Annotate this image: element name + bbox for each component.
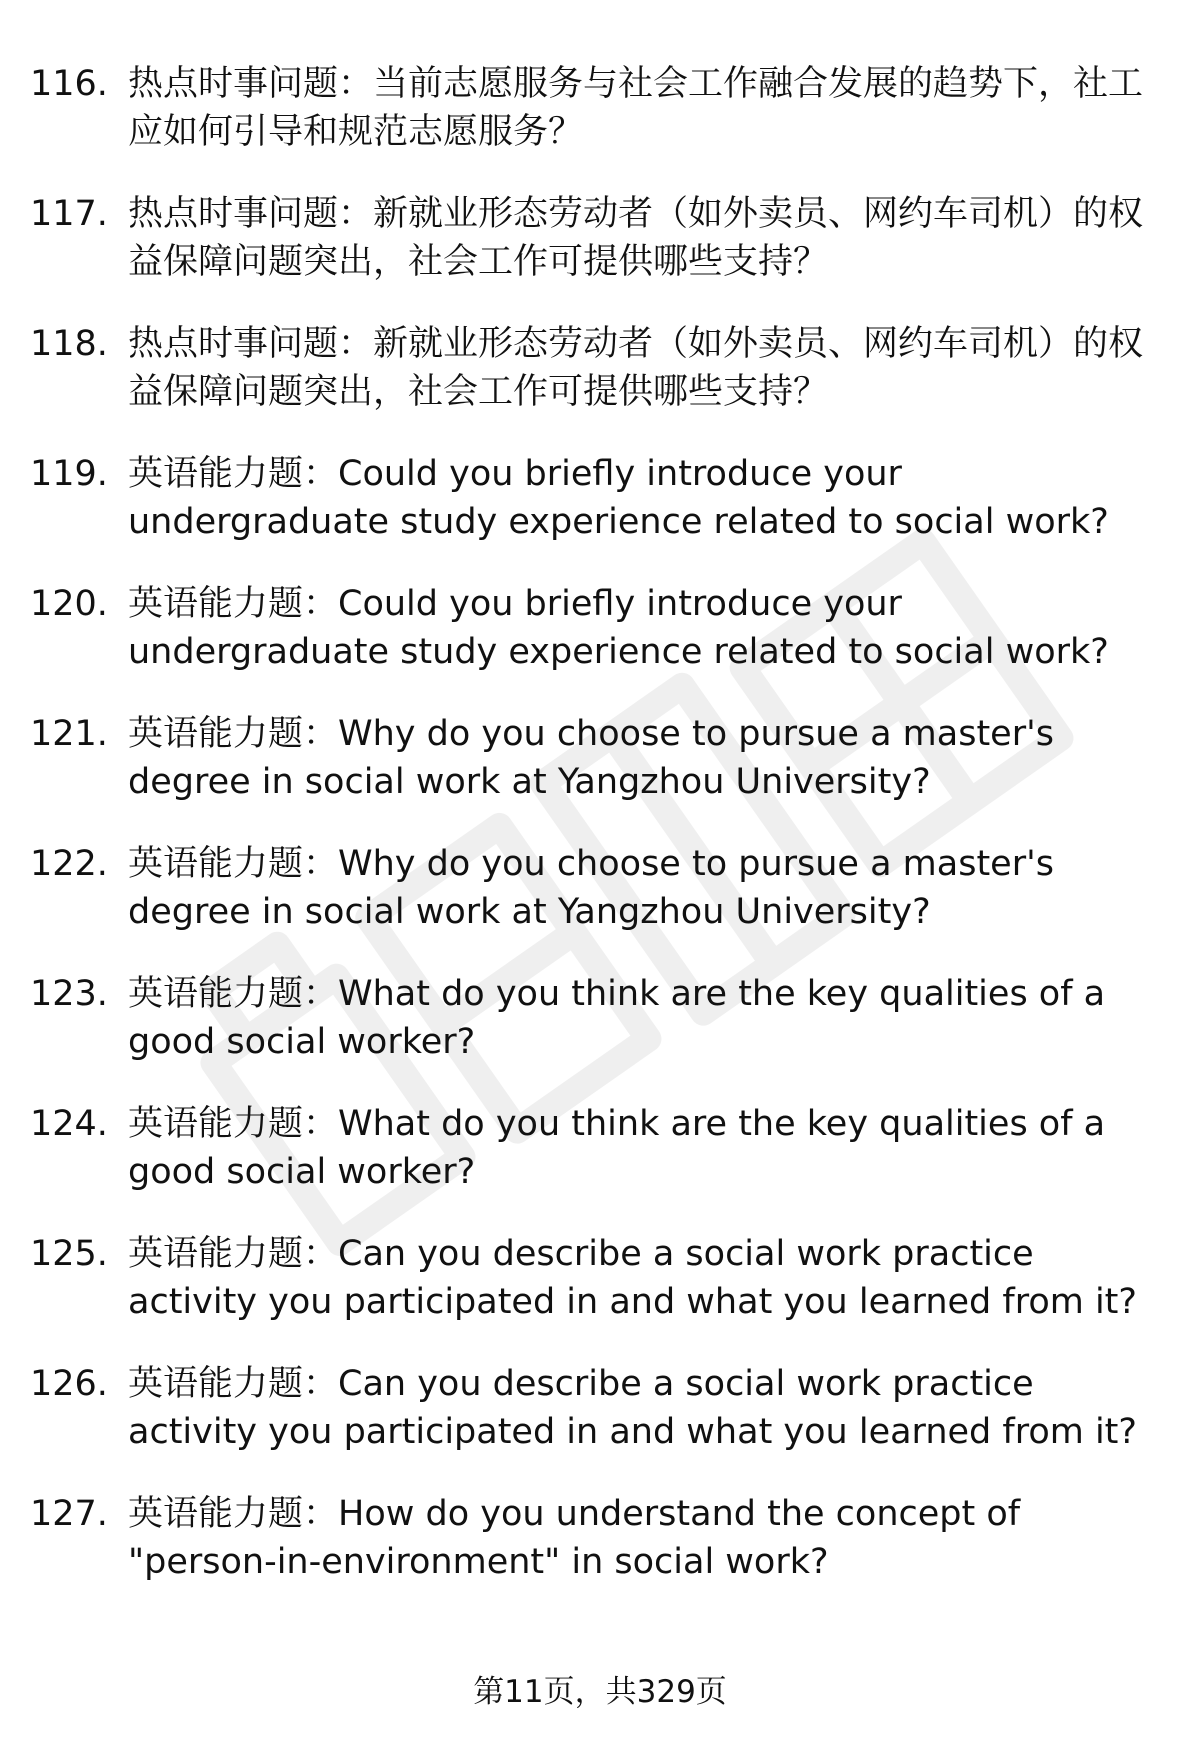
question-text: 英语能力题：Why do you choose to pursue a master's degree in social work at Yangzhou University? (128, 714, 1054, 802)
question-list (30, 60, 1170, 1620)
question-text: 英语能力题：What do you think are the key qualities of a good social worker? (128, 974, 1106, 1062)
list-item (30, 190, 1170, 286)
question-number: 123. (30, 974, 108, 1014)
question-text: 英语能力题：Can you describe a social work practice activity you participated in and what you learned from it? (128, 1234, 1137, 1322)
question-text: 英语能力题：Can you describe a social work practice activity you participated in and what you learned from it? (128, 1364, 1137, 1452)
question-number: 116. (30, 64, 108, 104)
question-number: 119. (30, 454, 108, 494)
page-indicator: 第11页，共329页 (473, 1674, 727, 1710)
question-number: 118. (30, 324, 108, 364)
list-item (30, 1100, 1170, 1196)
question-text: 英语能力题：How do you understand the concept of "person-in-environment" in social work? (128, 1494, 1021, 1582)
question-number: 121. (30, 714, 108, 754)
question-number: 127. (30, 1494, 108, 1534)
list-item (30, 1230, 1170, 1326)
question-number: 126. (30, 1364, 108, 1404)
list-item (30, 60, 1170, 156)
question-number: 117. (30, 194, 108, 234)
question-text: 英语能力题：Could you briefly introduce your undergraduate study experience related to social work? (128, 454, 1109, 542)
list-item (30, 1490, 1170, 1586)
question-text: 英语能力题：Why do you choose to pursue a master's degree in social work at Yangzhou University? (128, 844, 1054, 932)
question-text: 热点时事问题：当前志愿服务与社会工作融合发展的趋势下，社工应如何引导和规范志愿服务？ (128, 64, 1144, 152)
question-text: 英语能力题：What do you think are the key qualities of a good social worker? (128, 1104, 1106, 1192)
question-number: 122. (30, 844, 108, 884)
list-item (30, 450, 1170, 546)
list-item (30, 1360, 1170, 1456)
list-item (30, 710, 1170, 806)
question-number: 120. (30, 584, 108, 624)
list-item (30, 580, 1170, 676)
question-text: 英语能力题：Could you briefly introduce your undergraduate study experience related to social work? (128, 584, 1109, 672)
list-item (30, 970, 1170, 1066)
question-number: 125. (30, 1234, 108, 1274)
question-text: 热点时事问题：新就业形态劳动者（如外卖员、网约车司机）的权益保障问题突出，社会工作可提供哪些支持？ (128, 194, 1144, 282)
list-item (30, 840, 1170, 936)
question-number: 124. (30, 1104, 108, 1144)
list-item (30, 320, 1170, 416)
question-text: 热点时事问题：新就业形态劳动者（如外卖员、网约车司机）的权益保障问题突出，社会工作可提供哪些支持？ (128, 324, 1144, 412)
